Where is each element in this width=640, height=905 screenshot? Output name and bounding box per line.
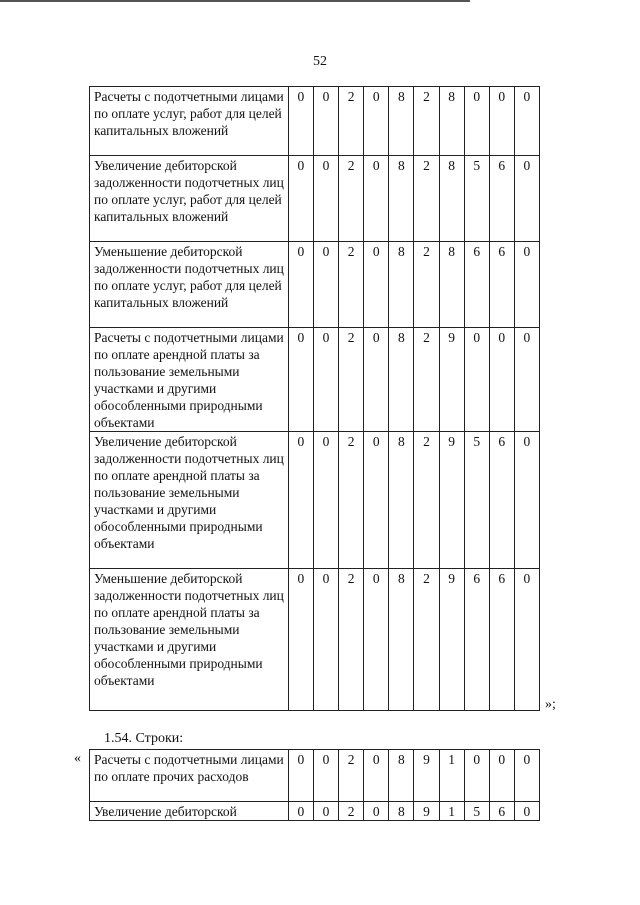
- code-digit: 2: [414, 432, 439, 569]
- code-digit: 0: [514, 750, 539, 802]
- code-digit: 0: [364, 242, 389, 328]
- row-label: Увеличение дебиторской задолженности подотчетных лиц по оплате арендной платы за пользование земельными участками и другими обособленными природными объектами: [90, 432, 289, 569]
- table-row: [90, 750, 540, 802]
- code-digit: 2: [339, 432, 364, 569]
- opening-quote-mark: «: [74, 751, 81, 766]
- code-digit: 0: [514, 432, 539, 569]
- table-row: [90, 328, 540, 432]
- code-digit: 8: [439, 156, 464, 242]
- code-digit: 2: [414, 328, 439, 432]
- row-label: Уменьшение дебиторской задолженности подотчетных лиц по оплате услуг, работ для целей капитальных вложений: [90, 242, 289, 328]
- code-digit: 8: [439, 242, 464, 328]
- code-digit: 8: [389, 87, 414, 156]
- code-digit: 2: [414, 242, 439, 328]
- code-digit: 0: [364, 87, 389, 156]
- code-digit: 6: [464, 242, 489, 328]
- code-digit: 2: [339, 242, 364, 328]
- code-digit: 6: [489, 432, 514, 569]
- account-code-table: [89, 86, 540, 711]
- code-digit: 0: [313, 569, 338, 711]
- code-digit: 0: [288, 87, 313, 156]
- row-label: Расчеты с подотчетными лицами по оплате прочих расходов: [90, 750, 289, 802]
- top-scan-rule: [0, 0, 470, 2]
- code-digit: 9: [414, 750, 439, 802]
- code-digit: 0: [288, 242, 313, 328]
- code-digit: 0: [288, 328, 313, 432]
- code-digit: 9: [439, 432, 464, 569]
- code-digit: 0: [364, 156, 389, 242]
- code-digit: 0: [489, 750, 514, 802]
- code-digit: 0: [364, 802, 389, 821]
- code-digit: 2: [414, 569, 439, 711]
- code-digit: 0: [514, 569, 539, 711]
- code-digit: 0: [288, 432, 313, 569]
- code-digit: 0: [313, 432, 338, 569]
- code-digit: 2: [414, 156, 439, 242]
- code-digit: 6: [464, 569, 489, 711]
- code-digit: 0: [288, 802, 313, 821]
- code-digit: 2: [339, 569, 364, 711]
- table-row: [90, 802, 540, 821]
- row-label: Расчеты с подотчетными лицами по оплате услуг, работ для целей капитальных вложений: [90, 87, 289, 156]
- table-row: [90, 432, 540, 569]
- code-digit: 8: [389, 328, 414, 432]
- code-digit: 0: [313, 328, 338, 432]
- code-digit: 9: [439, 328, 464, 432]
- code-digit: 0: [514, 802, 539, 821]
- code-digit: 0: [288, 750, 313, 802]
- code-digit: 0: [364, 750, 389, 802]
- code-digit: 2: [339, 328, 364, 432]
- code-digit: 0: [464, 87, 489, 156]
- code-digit: 0: [514, 242, 539, 328]
- code-digit: 1: [439, 750, 464, 802]
- code-digit: 2: [339, 156, 364, 242]
- closing-quote-mark: »;: [545, 697, 556, 712]
- code-digit: 0: [489, 87, 514, 156]
- code-digit: 0: [313, 750, 338, 802]
- code-digit: 0: [313, 242, 338, 328]
- code-digit: 0: [313, 156, 338, 242]
- account-code-table-continued: [89, 749, 540, 821]
- code-digit: 9: [439, 569, 464, 711]
- code-digit: 5: [464, 156, 489, 242]
- code-digit: 2: [339, 87, 364, 156]
- code-digit: 2: [414, 87, 439, 156]
- code-digit: 8: [439, 87, 464, 156]
- code-digit: 0: [464, 328, 489, 432]
- row-label: Расчеты с подотчетными лицами по оплате арендной платы за пользование земельными участками и другими обособленными природными объектами: [90, 328, 289, 432]
- table-row: [90, 156, 540, 242]
- code-digit: 0: [514, 87, 539, 156]
- row-label: Увеличение дебиторской задолженности подотчетных лиц по оплате услуг, работ для целей капитальных вложений: [90, 156, 289, 242]
- code-digit: 2: [339, 802, 364, 821]
- page-number: 52: [313, 54, 327, 69]
- code-digit: 8: [389, 432, 414, 569]
- code-digit: 9: [414, 802, 439, 821]
- code-digit: 0: [514, 328, 539, 432]
- table-row: [90, 87, 540, 156]
- section-heading: 1.54. Строки:: [104, 731, 184, 746]
- code-digit: 0: [288, 156, 313, 242]
- code-digit: 2: [339, 750, 364, 802]
- code-digit: 0: [288, 569, 313, 711]
- code-digit: 0: [364, 328, 389, 432]
- table-row: [90, 569, 540, 711]
- code-digit: 0: [313, 87, 338, 156]
- code-digit: 6: [489, 802, 514, 821]
- code-digit: 0: [364, 432, 389, 569]
- code-digit: 6: [489, 569, 514, 711]
- code-digit: 0: [313, 802, 338, 821]
- code-digit: 0: [514, 156, 539, 242]
- row-label: Увеличение дебиторской: [90, 802, 289, 821]
- row-label: Уменьшение дебиторской задолженности подотчетных лиц по оплате арендной платы за пользование земельными участками и другими обособленными природными объектами: [90, 569, 289, 711]
- code-digit: 1: [439, 802, 464, 821]
- code-digit: 8: [389, 569, 414, 711]
- code-digit: 5: [464, 802, 489, 821]
- code-digit: 5: [464, 432, 489, 569]
- code-digit: 8: [389, 802, 414, 821]
- code-digit: 6: [489, 156, 514, 242]
- code-digit: 0: [364, 569, 389, 711]
- code-digit: 6: [489, 242, 514, 328]
- code-digit: 0: [464, 750, 489, 802]
- code-digit: 8: [389, 242, 414, 328]
- code-digit: 8: [389, 750, 414, 802]
- code-digit: 0: [489, 328, 514, 432]
- code-digit: 8: [389, 156, 414, 242]
- table-row: [90, 242, 540, 328]
